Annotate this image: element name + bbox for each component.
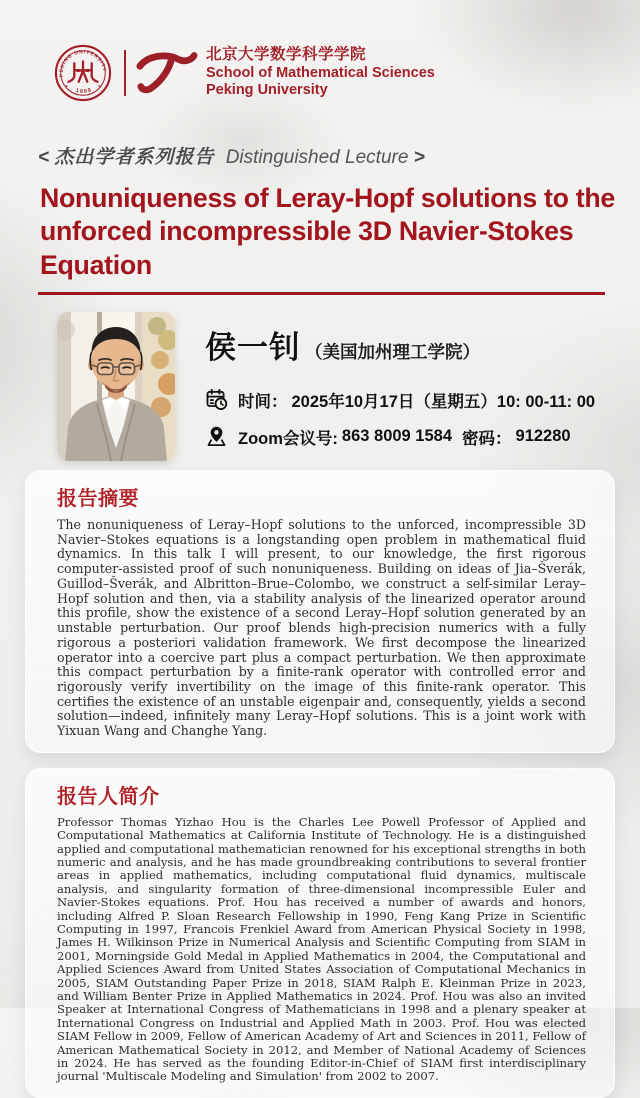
banner-bracket-close: >	[413, 147, 425, 168]
title-underline	[38, 292, 605, 295]
speaker-bio-card	[25, 768, 615, 1098]
abstract-body: The nonuniqueness of Leray–Hopf solutions to the unforced, incompressible 3D Navier–Stokes equations is a longstanding open problem in mathematical fluid dynamics. In this talk I will present, to our knowledge, the first rigorous computer-assisted proof of such nonuniqueness. Building on ideas of Jia–Šverák, Guillod–Šverák, and Albritton–Brue–Colombo, we construct a self-similar Leray–Hopf solution and then, via a stability analysis of the linearized operator around this profile, show the existence of a second Leray–Hopf solution generated by an unstable perturbation. Our proof blends high-precision numerics with a fully rigorous a posteriori validation framework. We first decompose the linearized operator into a coercive part plus a compact perturbation. We then approximate this compact perturbation by a finite-rank operator with controlled error and rigorously verify invertibility on the image of this finite-rank operator. This certifies the existence of an unstable eigenpair and, consequently, yields a second solution—indeed, infinitely many Leray–Hopf solutions. This is a joint work with Yixuan Wang and Changhe Yang.	[57, 516, 586, 739]
organization-name	[206, 46, 435, 100]
password-value: 912280	[515, 427, 571, 446]
zoom-meeting-label: Zoom会议号:	[238, 429, 338, 448]
calendar-clock-icon	[205, 388, 228, 411]
time-row	[205, 388, 595, 412]
speaker-photo	[57, 312, 175, 461]
speaker-name-row	[205, 322, 595, 367]
lecture-title-line1: Nonuniqueness of Leray-Hopf solutions to the	[40, 183, 616, 213]
banner-series-cn: 杰出学者系列报告	[54, 147, 215, 168]
header	[54, 44, 640, 102]
password-label: 密码：	[462, 429, 512, 448]
svg-text:PEKING UNIVERSITY: PEKING UNIVERSITY	[59, 50, 107, 78]
banner-series-en: Distinguished Lecture	[225, 147, 409, 168]
map-pin-icon	[205, 425, 228, 448]
lecture-series-banner	[38, 142, 640, 169]
zoom-row	[205, 425, 595, 449]
org-name-en-1: School of Mathematical Sciences	[206, 64, 435, 81]
speaker-name: 侯一钊	[205, 329, 301, 365]
org-name-cn: 北京大学数学科学学院	[206, 45, 367, 63]
lecture-title-line2: unforced incompressible 3D Navier-Stokes Equation	[40, 216, 574, 280]
bio-body: Professor Thomas Yizhao Hou is the Charles Lee Powell Professor of Applied and Computational Mathematics at California Institute of Technology. He is a distinguished applied and computational mathematician renowned for his exceptional strengths in both numeric and analysis, and he has made groundbreaking contributions to several frontier areas in applied mathematics, including computational fluid dynamics, multiscale analysis, and singularity formation of three-dimensional incompressible Euler and Navier-Stokes equations. Prof. Hou has received a number of awards and honors, including Alfred P. Sloan Research Fellowship in 1990, Feng Kang Prize in Scientific Computing in 1997, Francois Frenkiel Award from American Physical Society in 1998, James H. Wilkinson Prize in Numerical Analysis and Scientific Computing from SIAM in 2001, Morningside Gold Medal in Applied Mathematics in 2004, the Computational and Applied Sciences Award from United States Association of Computational Mechanics in 2005, SIAM Outstanding Paper Prize in 2018, SIAM Ralph E. Kleinman Prize in 2023, and William Benter Prize in Applied Mathematics in 2024. Prof. Hou was also an invited Speaker at International Congress of Mathematicians in 1998 and a plenary speaker at International Congress on Industrial and Applied Math in 2003. Prof. Hou was elected SIAM Fellow in 2009, Fellow of American Academy of Art and Sciences in 2011, Fellow of American Mathematical Society in 2012, and Member of National Academy of Sciences in 2024. He has served as the founding Editor-in-Chief of SIAM first interdisciplinary journal 'Multiscale Modeling and Simulation' from 2002 to 2007.	[57, 814, 586, 1084]
speaker-section	[57, 312, 640, 461]
speaker-portrait-illustration	[57, 312, 175, 461]
svg-text:1898: 1898	[74, 86, 94, 96]
speaker-affiliation: （美国加州理工学院）	[305, 341, 480, 362]
abstract-heading: 报告摘要	[57, 487, 139, 510]
abstract-card	[25, 470, 615, 753]
header-divider	[124, 50, 126, 96]
peking-university-seal-icon	[54, 44, 112, 102]
lecture-title	[40, 182, 634, 282]
time-label: 时间：	[238, 392, 288, 411]
banner-bracket-open: <	[38, 147, 50, 168]
speaker-info	[205, 312, 595, 461]
time-value: 2025年10月17日（星期五）10: 00-11: 00	[291, 392, 596, 411]
zoom-meeting-id: 863 8009 1584	[341, 427, 453, 446]
org-name-en-2: Peking University	[206, 82, 328, 99]
school-script-logo-icon	[136, 51, 198, 95]
bio-heading: 报告人简介	[57, 785, 160, 808]
